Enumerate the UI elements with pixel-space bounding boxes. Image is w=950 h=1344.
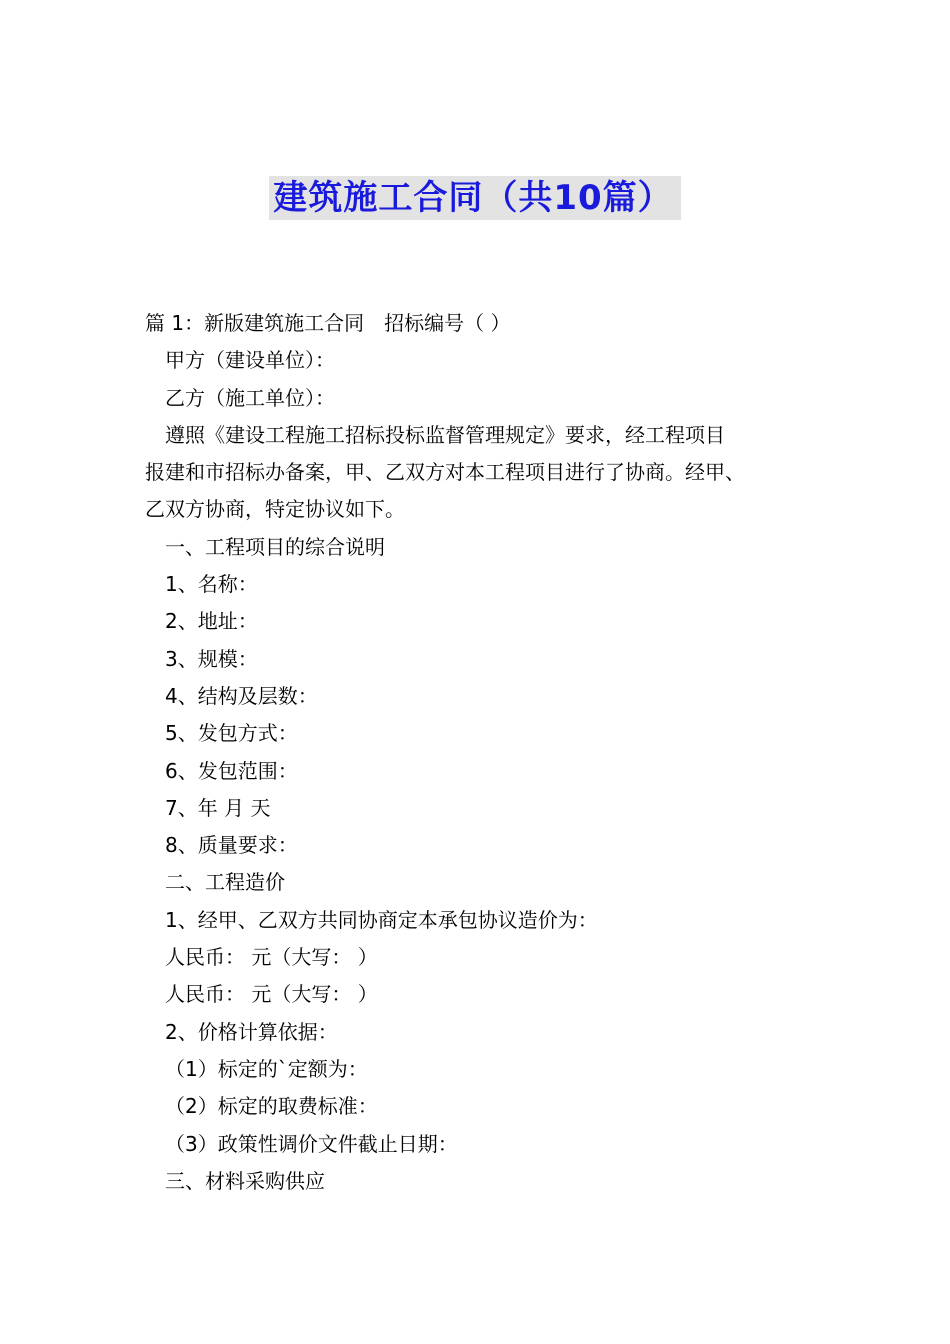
clause-item: 3、规模：: [165, 646, 258, 671]
clause-item: 6、发包范围：: [165, 758, 298, 783]
title-container: [0, 176, 950, 220]
clause-heading: 三、材料采购供应: [165, 1168, 325, 1193]
clause-item: 4、结构及层数：: [165, 683, 318, 708]
clause-subitem: （3）政策性调价文件截止日期：: [165, 1131, 458, 1156]
clause-item: 1、名称：: [165, 572, 258, 597]
clause-subitem: （2）标定的取费标准：: [165, 1094, 378, 1119]
clause-item: 8、质量要求：: [165, 833, 298, 858]
clause-subitem: （1）标定的`定额为：: [165, 1056, 368, 1081]
paragraph-line: 遵照《建设工程施工招标投标监督管理规定》要求，经工程项目: [165, 422, 725, 447]
clause-item: 2、地址：: [165, 609, 258, 634]
document-body: [145, 305, 825, 1200]
clause-heading: 二、工程造价: [165, 870, 285, 895]
paragraph-line: 报建和市招标办备案，甲、乙双方对本工程项目进行了协商。经甲、: [145, 460, 745, 485]
clause-heading: 一、工程项目的综合说明: [165, 534, 385, 559]
clause-item: 5、发包方式：: [165, 721, 298, 746]
clause-item: 人民币： 元（大写： ）: [165, 982, 378, 1007]
document-title: 建筑施工合同（共10篇）: [269, 176, 680, 220]
clause-item: 7、年 月 天: [165, 795, 271, 820]
clause-item: 2、价格计算依据：: [165, 1019, 338, 1044]
party-a-line: 甲方（建设单位）：: [165, 348, 335, 373]
party-b-line: 乙方（施工单位）：: [165, 385, 335, 410]
clause-item: 1、经甲、乙双方共同协商定本承包协议造价为：: [165, 907, 598, 932]
section-heading: 篇 1：新版建筑施工合同 招标编号（ ）: [145, 311, 511, 335]
clause-item: 人民币： 元（大写： ）: [165, 945, 378, 970]
paragraph-line: 乙双方协商，特定协议如下。: [145, 497, 405, 522]
